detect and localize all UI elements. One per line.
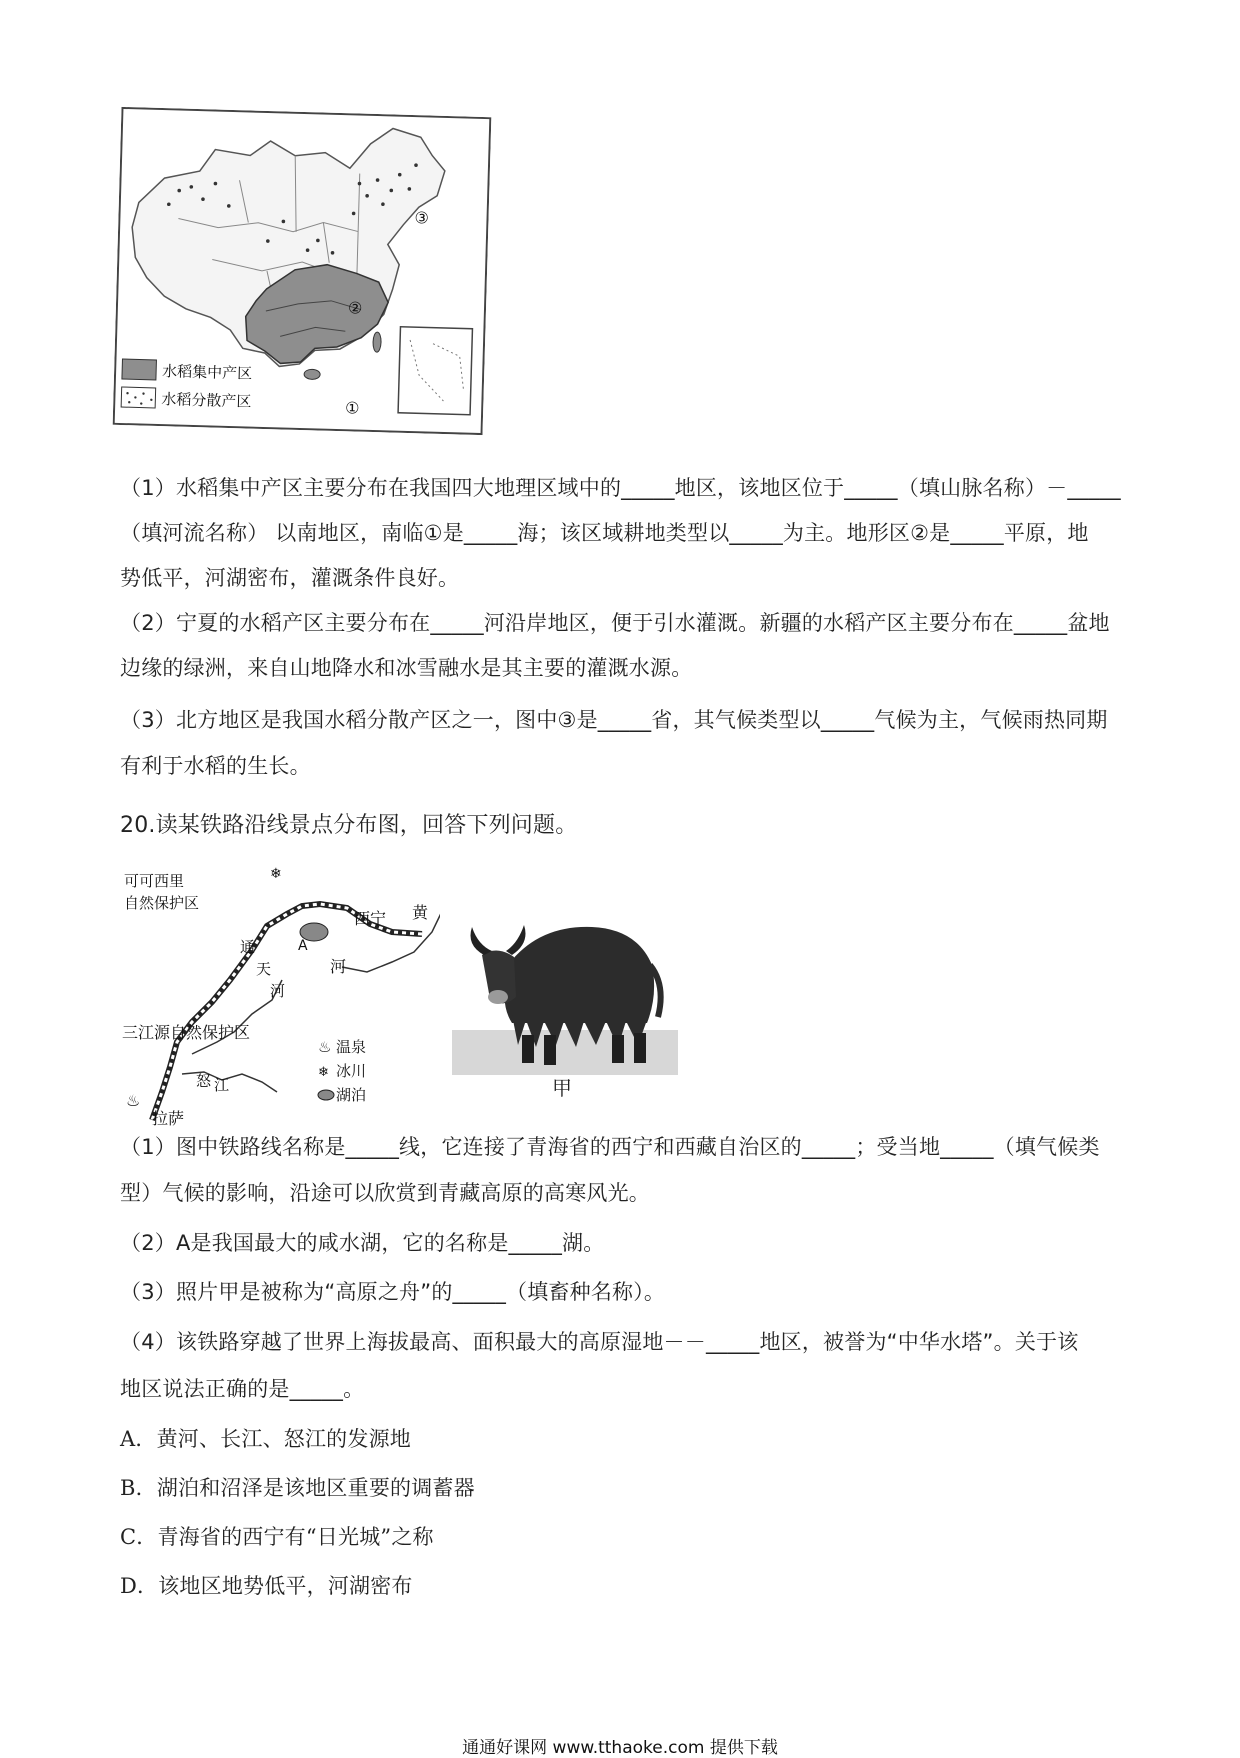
rice-distribution-map (113, 107, 492, 435)
option-c: C．青海省的西宁有“日光城”之称 (120, 1525, 434, 1549)
map-marker-1: ① (344, 398, 360, 418)
option-a: A．黄河、长江、怒江的发源地 (120, 1427, 411, 1451)
yak-photo (452, 905, 678, 1075)
q20-part4-line1: （4）该铁路穿越了世界上海拔最高、面积最大的高原湿地－－_____地区，被誉为“中华水塔”。关于该 (120, 1330, 1079, 1354)
legend-glacier-label: 冰川 (336, 1062, 367, 1080)
yellow-river-label2: 河 (330, 957, 347, 976)
legend-concentrated-label: 水稻集中产区 (161, 362, 253, 383)
q19-part3-line2: 有利于水稻的生长。 (120, 754, 311, 778)
map-marker-2: ② (347, 298, 363, 318)
nu-river-label1: 怒 (196, 1072, 212, 1090)
q19-part1-line2: （填河流名称） 以南地区，南临①是_____海；该区域耕地类型以_____为主。地形区②是_____平原，地 (120, 521, 1089, 545)
q20-part2: （2）A是我国最大的咸水湖，它的名称是_____湖。 (120, 1231, 605, 1255)
legend-lake-label: 湖泊 (336, 1086, 367, 1104)
q20-part1-line2: 型）气候的影响，沿途可以欣赏到青藏高原的高寒风光。 (120, 1181, 650, 1205)
hotspring-icon: ♨ (126, 1091, 141, 1110)
railway-line (152, 904, 422, 1120)
option-d: D．该地区地势低平，河湖密布 (120, 1574, 413, 1598)
q19-part1-line1: （1）水稻集中产区主要分布在我国四大地理区域中的_____地区，该地区位于_____（填山脉名称）－_____ (120, 476, 1121, 500)
railway-scenic-map (122, 862, 440, 1128)
legend-hotspring-label: 温泉 (336, 1038, 367, 1056)
q20-part4-line2: 地区说法正确的是_____。 (120, 1377, 365, 1401)
q20-part1-line1: （1）图中铁路线名称是_____线，它连接了青海省的西宁和西藏自治区的_____；受当地_____（填气候类 (120, 1135, 1100, 1159)
q19-part2-line1: （2）宁夏的水稻产区主要分布在_____河沿岸地区，便于引水灌溉。新疆的水稻产区主要分布在_____盆地 (120, 611, 1110, 635)
sanjiang-reserve-label: 三江源自然保护区 (122, 1023, 251, 1042)
glacier-icon: ❄ (270, 866, 282, 882)
legend-lake-icon (318, 1090, 334, 1100)
photo-caption-jia: 甲 (552, 1076, 572, 1100)
yellow-river-label1: 黄 (412, 903, 429, 922)
rail-map-legend (318, 1038, 366, 1104)
lhasa-label: 拉萨 (152, 1109, 185, 1128)
reserve-kekexili-label2: 自然保护区 (124, 894, 200, 912)
legend-hotspring-icon: ♨ (318, 1038, 332, 1056)
q19-part3-line1: （3）北方地区是我国水稻分散产区之一，图中③是_____省，其气候类型以_____气候为主，气候雨热同期 (120, 708, 1108, 732)
legend-glacier-icon: ❄ (318, 1065, 329, 1080)
q20-part3: （3）照片甲是被称为“高原之舟”的_____（填畜种名称）。 (120, 1280, 666, 1304)
map-marker-3: ③ (414, 208, 430, 228)
tongtian-label3: 河 (270, 982, 286, 1000)
page-footer: 通通好课网 www.tthaoke.com 提供下载 (462, 1738, 778, 1758)
tongtian-label2: 天 (256, 960, 272, 978)
q20-title: 20.读某铁路沿线景点分布图，回答下列问题。 (120, 813, 578, 838)
q19-part2-line2: 边缘的绿洲，来自山地降水和冰雪融水是其主要的灌溉水源。 (120, 656, 693, 680)
reserve-kekexili-label1: 可可西里 (124, 872, 185, 890)
legend-scattered-label: 水稻分散产区 (161, 390, 252, 411)
tongtian-label1: 通 (240, 938, 256, 956)
q19-part1-line3: 势低平，河湖密布，灌溉条件良好。 (120, 566, 460, 590)
lake-a-label: A (298, 938, 308, 954)
south-china-sea-inset (398, 327, 472, 415)
option-b: B．湖泊和沼泽是该地区重要的调蓄器 (120, 1476, 475, 1500)
nu-river-label2: 江 (214, 1076, 230, 1094)
xining-label: 西宁 (354, 909, 387, 928)
